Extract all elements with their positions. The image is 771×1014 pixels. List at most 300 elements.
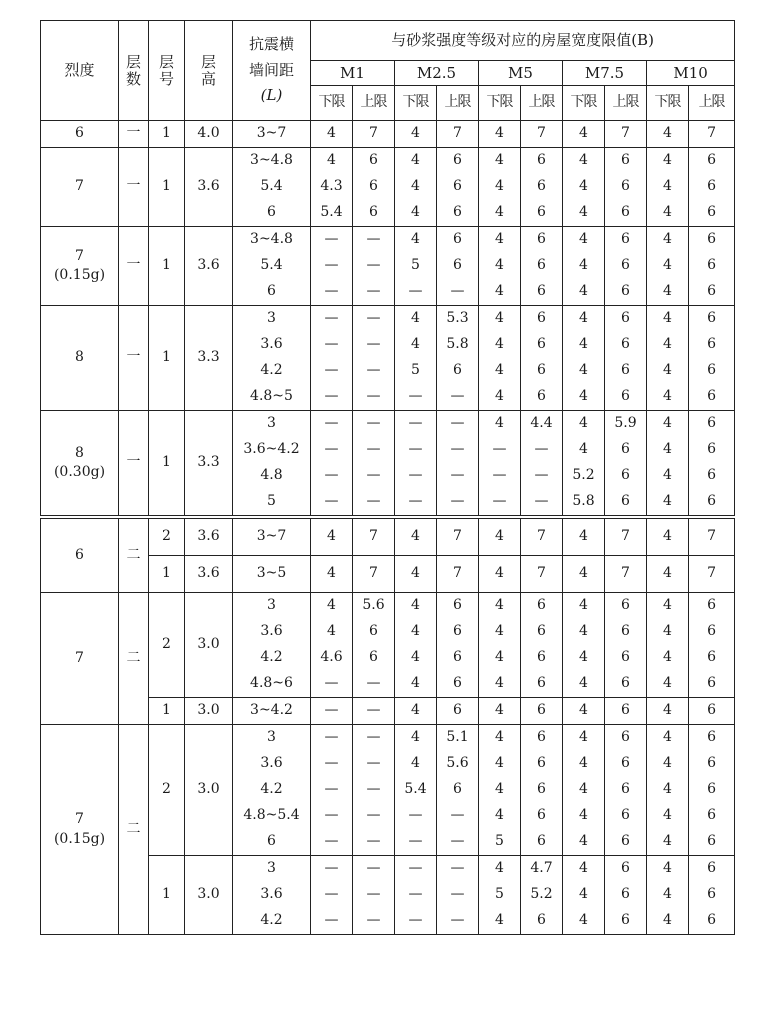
width-limit-value: 4 bbox=[479, 619, 521, 645]
width-limit-value: — bbox=[395, 856, 437, 883]
width-limit-value: 4 bbox=[311, 148, 353, 175]
width-limit-value: 4 bbox=[563, 332, 605, 358]
width-limit-value: 6 bbox=[437, 174, 479, 200]
width-limit-value: 6 bbox=[689, 332, 735, 358]
header-upper: 上限 bbox=[437, 86, 479, 121]
width-limit-value: — bbox=[311, 856, 353, 883]
width-limit-value: — bbox=[437, 856, 479, 883]
width-limit-value: 4 bbox=[395, 121, 437, 148]
width-limit-value: 6 bbox=[605, 306, 647, 333]
width-limit-value: — bbox=[395, 463, 437, 489]
layers-cell: 一 bbox=[119, 121, 149, 148]
width-limit-value: — bbox=[353, 725, 395, 752]
width-limit-value: 4 bbox=[647, 437, 689, 463]
width-limit-value: 6 bbox=[437, 227, 479, 254]
width-limit-value: 4 bbox=[563, 882, 605, 908]
width-limit-value: 4 bbox=[395, 332, 437, 358]
width-limit-value: 6 bbox=[437, 777, 479, 803]
width-limit-value: 5.1 bbox=[437, 725, 479, 752]
width-limit-value: 4 bbox=[563, 279, 605, 306]
width-limit-value: 6 bbox=[605, 463, 647, 489]
width-limit-value: 4 bbox=[647, 279, 689, 306]
width-limit-value: 6 bbox=[689, 593, 735, 620]
width-limit-value: 7 bbox=[689, 556, 735, 593]
width-limit-value: — bbox=[437, 882, 479, 908]
height-cell: 3.0 bbox=[185, 593, 233, 698]
spacing-cell: 3 bbox=[233, 856, 311, 883]
layers-cell: 一 bbox=[119, 227, 149, 306]
width-limit-value: 4 bbox=[479, 306, 521, 333]
width-limit-value: 6 bbox=[521, 227, 563, 254]
width-limit-value: 4 bbox=[563, 751, 605, 777]
width-limit-value: 6 bbox=[521, 803, 563, 829]
width-limit-value: 6 bbox=[521, 384, 563, 411]
height-cell: 3.6 bbox=[185, 227, 233, 306]
width-limit-value: 4 bbox=[479, 200, 521, 227]
width-limit-value: 6 bbox=[605, 200, 647, 227]
width-limit-value: 4 bbox=[479, 121, 521, 148]
width-limit-value: — bbox=[395, 882, 437, 908]
header-lower: 下限 bbox=[647, 86, 689, 121]
width-limit-value: 6 bbox=[521, 671, 563, 698]
width-limit-value: 6 bbox=[689, 882, 735, 908]
width-limit-value: 6 bbox=[521, 725, 563, 752]
spacing-cell: 5 bbox=[233, 489, 311, 517]
width-limit-value: 4 bbox=[563, 358, 605, 384]
width-limit-value: — bbox=[437, 384, 479, 411]
width-limit-value: 7 bbox=[689, 121, 735, 148]
width-limit-value: — bbox=[395, 489, 437, 517]
width-limit-value: 4 bbox=[395, 698, 437, 725]
spacing-cell: 6 bbox=[233, 829, 311, 856]
width-limit-value: — bbox=[353, 332, 395, 358]
layers-cell: 二 bbox=[119, 725, 149, 935]
spacing-cell: 3.6 bbox=[233, 619, 311, 645]
floor-cell: 1 bbox=[149, 556, 185, 593]
width-limit-value: 4 bbox=[479, 384, 521, 411]
width-limit-value: 6 bbox=[521, 200, 563, 227]
header-spacing-line-3: (L) bbox=[260, 86, 283, 105]
intensity-cell bbox=[41, 306, 119, 411]
width-limit-value: 4 bbox=[563, 517, 605, 556]
width-limit-value: 4 bbox=[479, 517, 521, 556]
width-limit-value: 4 bbox=[563, 593, 605, 620]
spacing-cell: 4.8~5.4 bbox=[233, 803, 311, 829]
width-limit-value: 5 bbox=[395, 253, 437, 279]
header-spacing bbox=[233, 21, 311, 121]
header-lower: 下限 bbox=[311, 86, 353, 121]
width-limit-value: 4 bbox=[647, 411, 689, 438]
layers-cell: 二 bbox=[119, 593, 149, 725]
width-limit-value: 4 bbox=[479, 358, 521, 384]
intensity-cell bbox=[41, 725, 119, 935]
width-limit-value: 6 bbox=[605, 227, 647, 254]
width-limit-value: 6 bbox=[521, 829, 563, 856]
spacing-cell: 6 bbox=[233, 200, 311, 227]
intensity-cell bbox=[41, 227, 119, 306]
width-limit-value: 6 bbox=[437, 253, 479, 279]
width-limit-value: 4 bbox=[395, 556, 437, 593]
intensity-cell bbox=[41, 148, 119, 227]
width-limit-value: 6 bbox=[521, 698, 563, 725]
spacing-cell: 4.2 bbox=[233, 358, 311, 384]
width-limit-value: 6 bbox=[605, 882, 647, 908]
floor-cell: 1 bbox=[149, 856, 185, 935]
header-upper: 上限 bbox=[605, 86, 647, 121]
spacing-cell: 3~7 bbox=[233, 517, 311, 556]
width-limit-value: 6 bbox=[689, 777, 735, 803]
header-lower: 下限 bbox=[563, 86, 605, 121]
width-limit-value: 6 bbox=[689, 619, 735, 645]
width-limit-value: 6 bbox=[521, 908, 563, 935]
spacing-cell: 3 bbox=[233, 593, 311, 620]
header-spacing-line-2: 墙间距 bbox=[248, 60, 294, 79]
width-limit-table bbox=[40, 20, 735, 935]
width-limit-value: 4 bbox=[563, 829, 605, 856]
table-row bbox=[41, 411, 735, 438]
width-limit-value: — bbox=[395, 803, 437, 829]
spacing-cell: 3.6~4.2 bbox=[233, 437, 311, 463]
spacing-cell: 3~4.2 bbox=[233, 698, 311, 725]
width-limit-value: 7 bbox=[605, 556, 647, 593]
width-limit-value: 6 bbox=[689, 200, 735, 227]
width-limit-value: — bbox=[353, 489, 395, 517]
width-limit-value: 6 bbox=[605, 437, 647, 463]
width-limit-value: 4 bbox=[563, 437, 605, 463]
width-limit-value: — bbox=[353, 698, 395, 725]
width-limit-value: 4 bbox=[311, 517, 353, 556]
width-limit-value: 4 bbox=[563, 908, 605, 935]
width-limit-value: 4 bbox=[479, 645, 521, 671]
width-limit-value: 6 bbox=[605, 332, 647, 358]
width-limit-value: 6 bbox=[605, 619, 647, 645]
table-row bbox=[41, 148, 735, 175]
width-limit-value: 6 bbox=[689, 463, 735, 489]
width-limit-value: 4 bbox=[395, 517, 437, 556]
width-limit-value: — bbox=[311, 306, 353, 333]
width-limit-value: 5.6 bbox=[437, 751, 479, 777]
width-limit-value: 4 bbox=[647, 174, 689, 200]
width-limit-value: 6 bbox=[689, 698, 735, 725]
width-limit-value: — bbox=[437, 279, 479, 306]
width-limit-value: 4 bbox=[647, 332, 689, 358]
width-limit-value: 4 bbox=[479, 227, 521, 254]
width-limit-value: 4 bbox=[563, 777, 605, 803]
height-cell: 3.6 bbox=[185, 517, 233, 556]
width-limit-value: 6 bbox=[689, 174, 735, 200]
width-limit-value: — bbox=[353, 411, 395, 438]
width-limit-value: 6 bbox=[353, 174, 395, 200]
width-limit-value: 6 bbox=[605, 671, 647, 698]
width-limit-value: 5.2 bbox=[521, 882, 563, 908]
width-limit-value: 4 bbox=[563, 698, 605, 725]
width-limit-value: 6 bbox=[521, 777, 563, 803]
width-limit-value: 4 bbox=[479, 279, 521, 306]
width-limit-value: 6 bbox=[437, 619, 479, 645]
width-limit-value: 7 bbox=[689, 517, 735, 556]
width-limit-value: 4 bbox=[311, 619, 353, 645]
width-limit-value: 6 bbox=[605, 698, 647, 725]
spacing-cell: 5.4 bbox=[233, 174, 311, 200]
width-limit-value: 4.7 bbox=[521, 856, 563, 883]
width-limit-value: 6 bbox=[521, 619, 563, 645]
spacing-cell: 4.2 bbox=[233, 645, 311, 671]
width-limit-value: 4 bbox=[647, 227, 689, 254]
width-limit-value: — bbox=[353, 882, 395, 908]
width-limit-value: 4.3 bbox=[311, 174, 353, 200]
spacing-cell: 3.6 bbox=[233, 882, 311, 908]
table-row bbox=[41, 227, 735, 254]
header-height-text: 层高 bbox=[201, 53, 217, 88]
floor-cell: 2 bbox=[149, 725, 185, 856]
width-limit-value: — bbox=[437, 463, 479, 489]
header-layers-text: 层数 bbox=[126, 53, 142, 88]
width-limit-value: 4 bbox=[395, 148, 437, 175]
header-height bbox=[185, 21, 233, 121]
width-limit-value: — bbox=[311, 777, 353, 803]
width-limit-value: 6 bbox=[521, 645, 563, 671]
width-limit-value: 4 bbox=[479, 751, 521, 777]
width-limit-value: 6 bbox=[689, 384, 735, 411]
width-limit-value: 5.8 bbox=[563, 489, 605, 517]
width-limit-value: 6 bbox=[605, 645, 647, 671]
width-limit-value: 4 bbox=[395, 227, 437, 254]
width-limit-value: — bbox=[311, 698, 353, 725]
intensity-text: 7 bbox=[75, 178, 84, 195]
width-limit-value: 6 bbox=[605, 725, 647, 752]
width-limit-value: 7 bbox=[437, 121, 479, 148]
width-limit-value: 4 bbox=[479, 148, 521, 175]
width-limit-value: 4 bbox=[647, 856, 689, 883]
width-limit-value: 4 bbox=[563, 148, 605, 175]
width-limit-value: 7 bbox=[521, 517, 563, 556]
width-limit-value: 6 bbox=[521, 358, 563, 384]
intensity-text: 7 bbox=[75, 649, 84, 666]
width-limit-value: — bbox=[311, 489, 353, 517]
width-limit-value: 6 bbox=[521, 751, 563, 777]
width-limit-value: — bbox=[311, 437, 353, 463]
width-limit-value: 6 bbox=[689, 856, 735, 883]
intensity-text: 6 bbox=[75, 125, 84, 142]
width-limit-value: 4 bbox=[563, 803, 605, 829]
width-limit-value: 4 bbox=[563, 384, 605, 411]
height-cell: 3.3 bbox=[185, 411, 233, 518]
floor-cell: 2 bbox=[149, 517, 185, 556]
height-cell: 3.3 bbox=[185, 306, 233, 411]
width-limit-value: — bbox=[521, 489, 563, 517]
width-limit-value: — bbox=[353, 777, 395, 803]
width-limit-value: — bbox=[353, 829, 395, 856]
spacing-cell: 3~4.8 bbox=[233, 148, 311, 175]
width-limit-value: 4 bbox=[647, 556, 689, 593]
width-limit-value: 4 bbox=[311, 556, 353, 593]
width-limit-value: 4 bbox=[647, 253, 689, 279]
width-limit-value: 4 bbox=[395, 174, 437, 200]
width-limit-value: 7 bbox=[437, 556, 479, 593]
width-limit-value: 6 bbox=[605, 751, 647, 777]
width-limit-value: 6 bbox=[521, 148, 563, 175]
intensity-cell bbox=[41, 593, 119, 725]
width-limit-value: 6 bbox=[353, 200, 395, 227]
width-limit-value: 6 bbox=[689, 829, 735, 856]
width-limit-value: 6 bbox=[689, 411, 735, 438]
width-limit-value: 4 bbox=[647, 908, 689, 935]
width-limit-value: 6 bbox=[689, 279, 735, 306]
width-limit-value: — bbox=[395, 437, 437, 463]
width-limit-value: 4 bbox=[395, 200, 437, 227]
width-limit-value: — bbox=[311, 332, 353, 358]
width-limit-value: — bbox=[353, 384, 395, 411]
width-limit-value: — bbox=[353, 856, 395, 883]
width-limit-value: 4 bbox=[479, 671, 521, 698]
width-limit-value: — bbox=[437, 829, 479, 856]
width-limit-value: 4 bbox=[479, 725, 521, 752]
width-limit-value: 6 bbox=[689, 358, 735, 384]
width-limit-value: 4 bbox=[647, 517, 689, 556]
table-row bbox=[41, 121, 735, 148]
width-limit-value: — bbox=[353, 803, 395, 829]
width-limit-value: 6 bbox=[605, 253, 647, 279]
width-limit-value: 4.6 bbox=[311, 645, 353, 671]
width-limit-value: — bbox=[437, 803, 479, 829]
width-limit-value: — bbox=[311, 751, 353, 777]
width-limit-value: — bbox=[353, 751, 395, 777]
spacing-cell: 4.8~6 bbox=[233, 671, 311, 698]
layers-cell: 一 bbox=[119, 306, 149, 411]
width-limit-value: 4 bbox=[563, 645, 605, 671]
spacing-cell: 4.2 bbox=[233, 908, 311, 935]
floor-cell: 1 bbox=[149, 227, 185, 306]
width-limit-value: 6 bbox=[605, 358, 647, 384]
table-row bbox=[41, 517, 735, 556]
width-limit-value: — bbox=[353, 437, 395, 463]
width-limit-value: 6 bbox=[605, 803, 647, 829]
width-limit-value: 4 bbox=[395, 671, 437, 698]
width-limit-value: 6 bbox=[689, 671, 735, 698]
intensity-text: 8 bbox=[75, 444, 84, 461]
width-limit-value: 6 bbox=[605, 908, 647, 935]
width-limit-value: 4 bbox=[563, 227, 605, 254]
width-limit-value: — bbox=[311, 253, 353, 279]
width-limit-value: 5.6 bbox=[353, 593, 395, 620]
floor-cell: 1 bbox=[149, 148, 185, 227]
width-limit-value: — bbox=[479, 489, 521, 517]
width-limit-value: 5 bbox=[479, 829, 521, 856]
header-upper: 上限 bbox=[353, 86, 395, 121]
width-limit-value: — bbox=[311, 725, 353, 752]
header-intensity: 烈度 bbox=[41, 21, 119, 121]
width-limit-value: 4 bbox=[647, 463, 689, 489]
width-limit-value: 6 bbox=[689, 908, 735, 935]
height-cell: 4.0 bbox=[185, 121, 233, 148]
intensity-text: 6 bbox=[75, 546, 84, 563]
width-limit-value: 4 bbox=[479, 698, 521, 725]
spacing-cell: 4.2 bbox=[233, 777, 311, 803]
width-limit-value: 5.3 bbox=[437, 306, 479, 333]
width-limit-value: 4 bbox=[647, 803, 689, 829]
width-limit-value: 6 bbox=[605, 593, 647, 620]
floor-cell: 2 bbox=[149, 593, 185, 698]
width-limit-value: — bbox=[437, 908, 479, 935]
width-limit-value: — bbox=[521, 463, 563, 489]
height-cell: 3.0 bbox=[185, 725, 233, 856]
width-limit-value: 7 bbox=[521, 121, 563, 148]
floor-cell: 1 bbox=[149, 411, 185, 518]
width-limit-value: 4 bbox=[563, 253, 605, 279]
width-limit-value: 4 bbox=[647, 200, 689, 227]
width-limit-value: 6 bbox=[689, 306, 735, 333]
width-limit-value: 4 bbox=[647, 882, 689, 908]
table-row bbox=[41, 725, 735, 752]
intensity-cell bbox=[41, 517, 119, 593]
width-limit-value: — bbox=[437, 437, 479, 463]
width-limit-value: 6 bbox=[521, 174, 563, 200]
width-limit-value: 4 bbox=[563, 856, 605, 883]
height-cell: 3.0 bbox=[185, 698, 233, 725]
table-row bbox=[41, 593, 735, 620]
width-limit-value: 4 bbox=[395, 645, 437, 671]
width-limit-value: 6 bbox=[689, 725, 735, 752]
width-limit-value: 6 bbox=[437, 148, 479, 175]
width-limit-value: — bbox=[353, 253, 395, 279]
width-limit-value: 4 bbox=[563, 174, 605, 200]
width-limit-value: 7 bbox=[353, 121, 395, 148]
width-limit-value: — bbox=[353, 358, 395, 384]
spacing-cell: 3~7 bbox=[233, 121, 311, 148]
width-limit-value: 4 bbox=[647, 777, 689, 803]
width-limit-value: — bbox=[311, 384, 353, 411]
header-grade-M10: M10 bbox=[647, 61, 735, 86]
width-limit-value: 6 bbox=[521, 253, 563, 279]
header-floor bbox=[149, 21, 185, 121]
width-limit-value: 4 bbox=[647, 751, 689, 777]
table-row bbox=[41, 306, 735, 333]
width-limit-value: 4 bbox=[479, 856, 521, 883]
width-limit-value: 6 bbox=[521, 279, 563, 306]
width-limit-value: 6 bbox=[437, 593, 479, 620]
width-limit-value: 4 bbox=[647, 148, 689, 175]
spacing-cell: 4.8~5 bbox=[233, 384, 311, 411]
spacing-cell: 5.4 bbox=[233, 253, 311, 279]
spacing-cell: 3 bbox=[233, 306, 311, 333]
intensity-text: (0.30g) bbox=[53, 464, 106, 480]
intensity-text: 8 bbox=[75, 349, 84, 366]
layers-cell: 一 bbox=[119, 411, 149, 518]
width-limit-value: 6 bbox=[689, 489, 735, 517]
width-limit-value: 4 bbox=[563, 725, 605, 752]
width-limit-value: 4 bbox=[395, 751, 437, 777]
width-limit-value: 7 bbox=[353, 517, 395, 556]
height-cell: 3.6 bbox=[185, 148, 233, 227]
floor-cell: 1 bbox=[149, 121, 185, 148]
width-limit-value: 4 bbox=[647, 671, 689, 698]
width-limit-value: 6 bbox=[689, 437, 735, 463]
width-limit-value: — bbox=[311, 908, 353, 935]
width-limit-value: — bbox=[353, 463, 395, 489]
header-layers bbox=[119, 21, 149, 121]
width-limit-value: — bbox=[311, 829, 353, 856]
width-limit-value: 6 bbox=[605, 174, 647, 200]
intensity-cell bbox=[41, 411, 119, 518]
spacing-cell: 6 bbox=[233, 279, 311, 306]
width-limit-value: 4 bbox=[479, 908, 521, 935]
width-limit-value: 4 bbox=[395, 593, 437, 620]
width-limit-value: 5.2 bbox=[563, 463, 605, 489]
width-limit-value: 5 bbox=[479, 882, 521, 908]
intensity-text: (0.15g) bbox=[53, 830, 106, 847]
width-limit-value: — bbox=[311, 227, 353, 254]
width-limit-value: 4 bbox=[647, 489, 689, 517]
